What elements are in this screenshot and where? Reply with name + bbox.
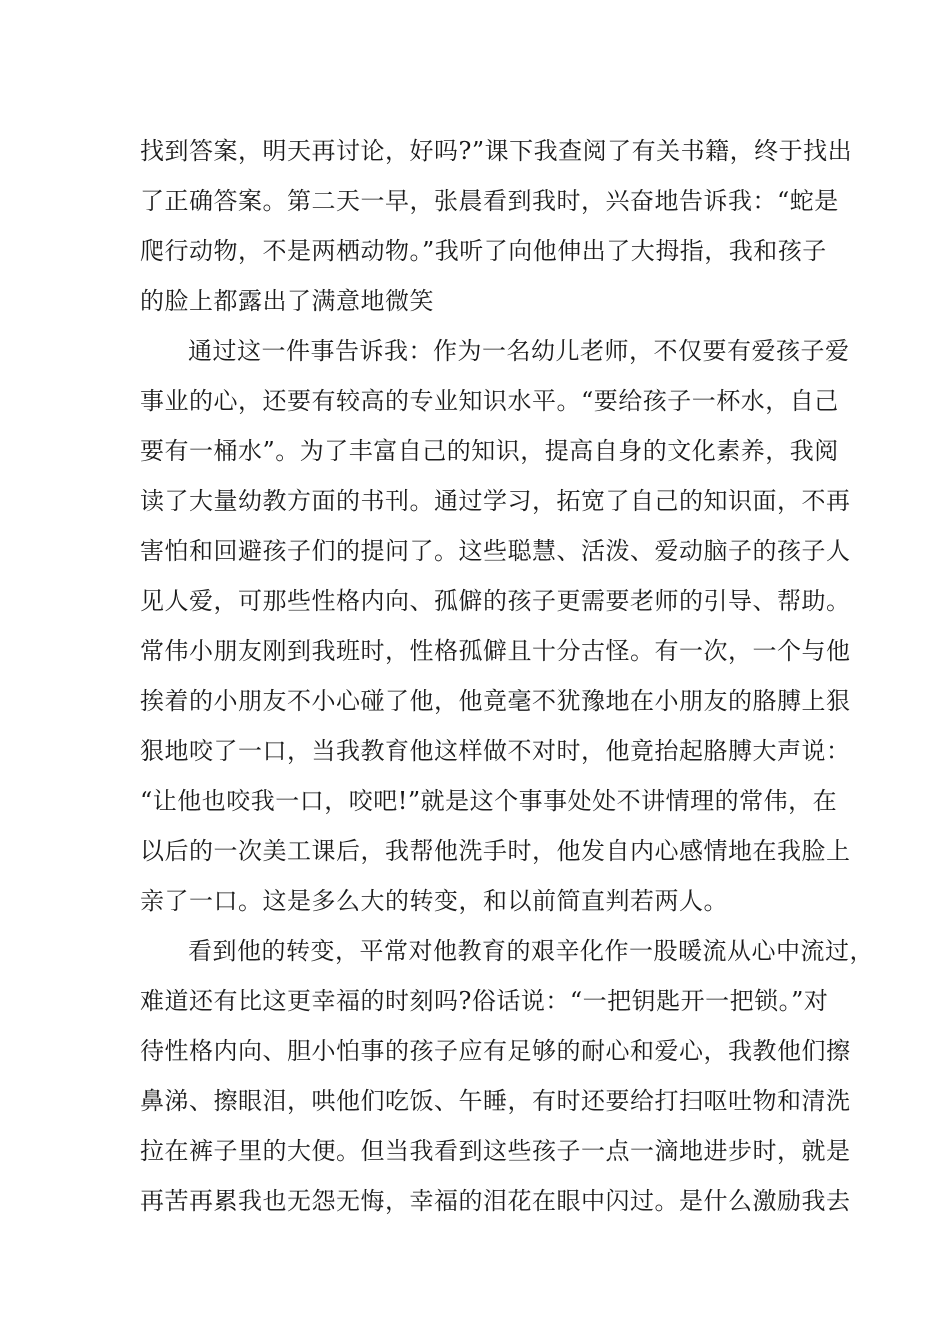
text-line: 见人爱，可那些性格内向、孤僻的孩子更需要老师的引导、帮助。 [140,587,851,615]
text-line: 爬行动物，不是两栖动物。”我听了向他伸出了大拇指，我和孩子 [140,237,827,265]
text-line: 事业的心，还要有较高的专业知识水平。“要给孩子一杯水，自己 [140,387,839,415]
text-line: 难道还有比这更幸福的时刻吗?俗话说：“一把钥匙开一把锁。”对 [140,987,829,1015]
text-line: 鼻涕、擦眼泪，哄他们吃饭、午睡，有时还要给打扫呕吐物和清洗 [140,1087,851,1115]
text-line: 的脸上都露出了满意地微笑 [140,287,434,315]
text-line: 拉在裤子里的大便。但当我看到这些孩子一点一滴地进步时，就是 [140,1137,851,1165]
text-line: 了正确答案。第二天一早，张晨看到我时，兴奋地告诉我：“蛇是 [140,187,839,215]
paragraph-first-line: 通过这一件事告诉我：作为一名幼儿老师，不仅要有爱孩子爱 [188,337,850,365]
text-line: 读了大量幼教方面的书刊。通过学习，拓宽了自己的知识面，不再 [140,487,851,515]
text-line: 要有一桶水”。为了丰富自己的知识，提高自身的文化素养，我阅 [140,437,839,465]
text-line: “让他也咬我一口，咬吧!”就是这个事事处处不讲情理的常伟，在 [140,787,838,815]
text-line: 亲了一口。这是多么大的转变，和以前简直判若两人。 [140,887,728,915]
text-line: 害怕和回避孩子们的提问了。这些聪慧、活泼、爱动脑子的孩子人 [140,537,851,565]
text-line: 待性格内向、胆小怕事的孩子应有足够的耐心和爱心，我教他们擦 [140,1037,851,1065]
text-line: 找到答案，明天再讨论，好吗?”课下我查阅了有关书籍，终于找出 [140,137,853,165]
text-line: 再苦再累我也无怨无悔，幸福的泪花在眼中闪过。是什么激励我去 [140,1187,851,1215]
text-line: 狠地咬了一口，当我教育他这样做不对时，他竟抬起胳膊大声说： [140,737,851,765]
text-line: 挨着的小朋友不小心碰了他，他竟毫不犹豫地在小朋友的胳膊上狠 [140,687,851,715]
paragraph-first-line: 看到他的转变，平常对他教育的艰辛化作一股暖流从心中流过， [188,937,874,965]
text-line: 常伟小朋友刚到我班时，性格孤僻且十分古怪。有一次，一个与他 [140,637,851,665]
text-line: 以后的一次美工课后，我帮他洗手时，他发自内心感情地在我脸上 [140,837,851,865]
